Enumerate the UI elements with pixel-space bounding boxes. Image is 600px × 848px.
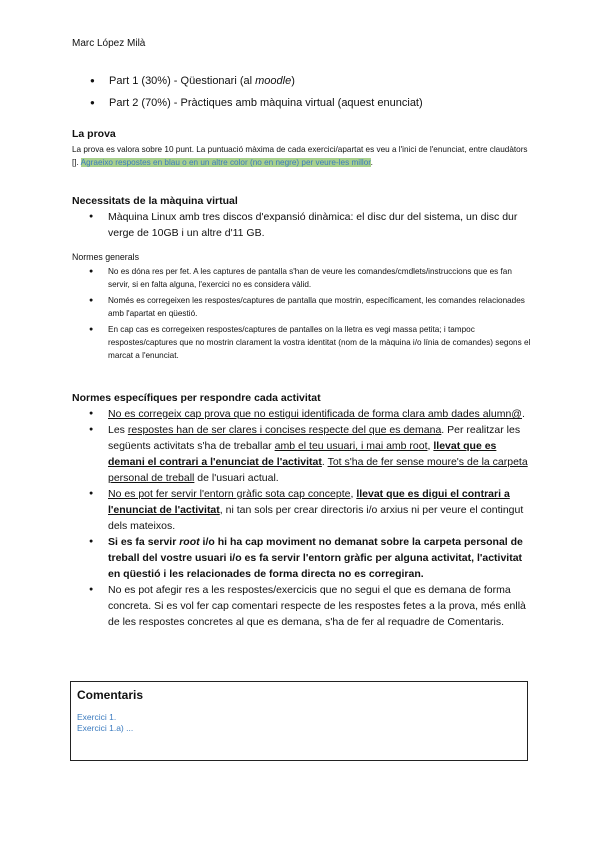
- comments-title: Comentaris: [77, 688, 144, 702]
- parts-list: [72, 70, 542, 114]
- list-item: ● No es pot afegir res a les respostes/exercicis que no segui el que es demana de forma concreta. Si es vol fer cap comentari respecte de les respostes fetes a la prova, més enllà de les respostes concretes al que es demana, s'ha de fer al requadre de Comentaris.: [72, 582, 532, 630]
- author-name: Marc López Milà: [72, 38, 146, 49]
- list-item: ● Part 2 (70%) - Pràctiques amb màquina virtual (aquest enunciat): [72, 92, 542, 114]
- highlighted-note: Agraeixo respostes en blau o en un altre color (no en negre) per veure-les millor: [80, 158, 371, 167]
- list-item: ● No es pot fer servir l'entorn gràfic sota cap concepte, llevat que es digui el contrari a l'enunciat de l'activitat, ni tan sols per crear directoris i/o arxius ni per veure el contingut dels mateixos.: [72, 486, 532, 534]
- section-heading: Normes generals: [72, 252, 139, 262]
- section-la-prova: [72, 128, 532, 169]
- section-vm: [72, 195, 532, 241]
- section-heading: Necessitats de la màquina virtual: [72, 195, 238, 207]
- list-item: ● No es dóna res per fet. A les captures de pantalla s'han de veure les comandes/cmdlets/instruccions que es fan servir, si en falta alguna, l'exercici no es considera vàlid.: [72, 265, 532, 291]
- comment-line: Exercici 1.: [77, 712, 117, 722]
- list-item: ● Màquina Linux amb tres discos d'expansió dinàmica: el disc dur del sistema, un disc dur verge de 10GB i un altre d'11 GB.: [72, 209, 532, 241]
- comments-box[interactable]: [70, 681, 528, 761]
- comment-line: Exercici 1.a) ...: [77, 723, 134, 733]
- section-heading: Normes específiques per respondre cada activitat: [72, 392, 321, 404]
- list-item: ● Si es fa servir root i/o hi ha cap moviment no demanat sobre la carpeta personal de treball del vostre usuari i/o es fa servir l'entorn gràfic per alguna activitat, l'activitat en qüestió i les relacionades de forma directa no es corregiran.: [72, 534, 532, 582]
- prova-paragraph: La prova es valora sobre 10 punt. La puntuació màxima de cada exercici/apartat es veu a l'inici de l'enunciat, entre claudàtors []. Agraeixo respostes en blau o en un altre color (no en negre) per veure-les millor.: [72, 145, 528, 167]
- section-heading: La prova: [72, 128, 116, 140]
- vm-list: [72, 209, 532, 241]
- list-item: ● Només es corregeixen les respostes/captures de pantalla que mostrin, específicament, les comandes relacionades amb l'apartat en qüestió.: [72, 294, 532, 320]
- specific-rules-list: [72, 406, 532, 630]
- list-item: ● No es corregeix cap prova que no estigui identificada de forma clara amb dades alumn@.: [72, 406, 532, 422]
- list-item: ● Les respostes han de ser clares i concises respecte del que es demana. Per realitzar les següents activitats s'ha de treballar amb el teu usuari, i mai amb root, llevat que es demani el contrari a l'enunciat de l'activitat. Tot s'ha de fer sense moure's de la carpeta personal de treball de l'usuari actual.: [72, 422, 532, 486]
- section-specific-rules: [72, 392, 532, 630]
- section-general-rules: [72, 252, 532, 365]
- general-rules-list: [72, 265, 532, 362]
- list-item: ● Part 1 (30%) - Qüestionari (al moodle): [72, 70, 542, 92]
- list-item: ● En cap cas es corregeixen respostes/captures de pantalles on la lletra es vegi massa petita; i tampoc respostes/captures que no mostrin clarament la vostra identitat (nom de la màquina i/o línia de comandes) segons el marcat a l'enunciat.: [72, 323, 532, 362]
